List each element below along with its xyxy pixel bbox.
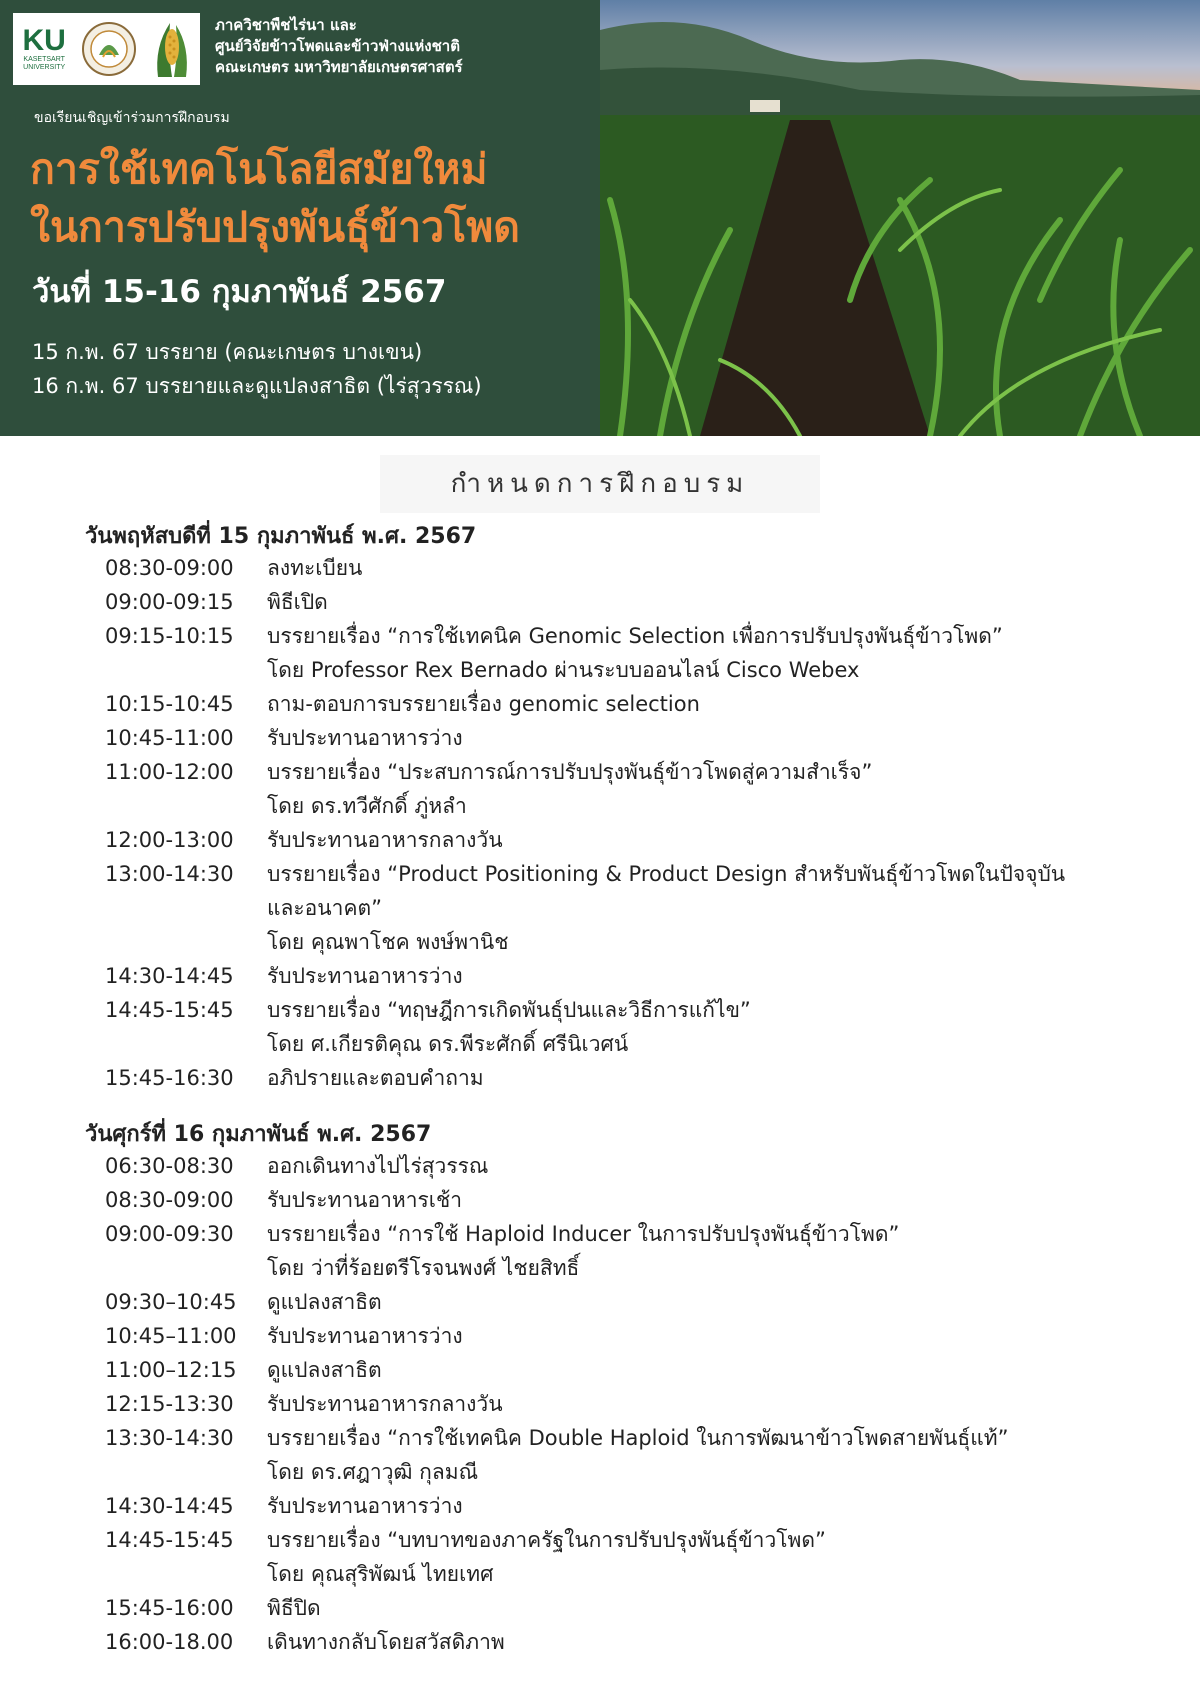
row-line: บรรยายเรื่อง “การใช้เทคนิค Double Haploid ในการพัฒนาข้าวโพดสายพันธุ์แท้”: [267, 1426, 1009, 1450]
row-line: บรรยายเรื่อง “การใช้เทคนิค Genomic Selection เพื่อการปรับปรุงพันธุ์ข้าวโพด”: [267, 624, 1003, 648]
row-time: 09:00-09:15: [105, 590, 234, 614]
row-line: พิธีเปิด: [267, 590, 328, 614]
ku-logo-mark: KU: [22, 24, 66, 57]
row-description: [267, 755, 1200, 823]
row-line: รับประทานอาหารว่าง: [267, 964, 463, 988]
row-line: อภิปรายและตอบคำถาม: [267, 1066, 484, 1090]
org-line-2: ศูนย์วิจัยข้าวโพดและข้าวฟ่างแห่งชาติ: [215, 37, 460, 55]
department-seal-icon: [81, 21, 137, 77]
row-line: ลงทะเบียน: [267, 556, 363, 580]
row-time: 10:45-11:00: [105, 726, 234, 750]
row-description: [267, 1353, 1200, 1387]
row-description: [267, 1421, 1200, 1489]
row-time: 14:45-15:45: [105, 998, 234, 1022]
row-time: 08:30-09:00: [105, 1188, 234, 1212]
row-time: 16:00-18.00: [105, 1630, 234, 1654]
row-description: [267, 619, 1200, 687]
org-line-3: คณะเกษตร มหาวิทยาลัยเกษตรศาสตร์: [215, 58, 463, 76]
row-description: [267, 1523, 1200, 1591]
row-time: 14:30-14:45: [105, 964, 234, 988]
title-line-1: การใช้เทคโนโลยีสมัยใหม่: [30, 145, 488, 193]
row-line: รับประทานอาหารว่าง: [267, 1324, 463, 1348]
org-line-1: ภาควิชาพืชไร่นา และ: [215, 16, 357, 34]
row-time: 13:30-14:30: [105, 1426, 234, 1450]
row-line: บรรยายเรื่อง “บทบาทของภาครัฐในการปรับปรุงพันธุ์ข้าวโพด”: [267, 1528, 826, 1552]
row-description: [267, 687, 1200, 721]
row-line: รับประทานอาหารกลางวัน: [267, 828, 503, 852]
row-description: [267, 551, 1200, 585]
row-line: ออกเดินทางไปไร่สุวรรณ: [267, 1154, 489, 1178]
row-time: 09:15-10:15: [105, 624, 234, 648]
row-description: [267, 1591, 1200, 1625]
row-line: โดย ดร.ศฎาวุฒิ กุลมณี: [267, 1460, 479, 1484]
day2-heading: วันศุกร์ที่ 16 กุมภาพันธ์ พ.ศ. 2567: [85, 1122, 432, 1147]
row-time: 13:00-14:30: [105, 862, 234, 886]
row-description: [267, 1149, 1200, 1183]
row-time: 14:45-15:45: [105, 1528, 234, 1552]
row-time: 11:00-12:00: [105, 760, 234, 784]
header-banner: [0, 0, 1200, 436]
ku-logo: [19, 19, 69, 79]
row-description: [267, 721, 1200, 755]
row-time: 15:45-16:30: [105, 1066, 234, 1090]
row-line: รับประทานอาหารกลางวัน: [267, 1392, 503, 1416]
invitation-text: ขอเรียนเชิญเข้าร่วมการฝึกอบรม: [34, 110, 230, 126]
row-time: 10:15-10:45: [105, 692, 234, 716]
row-description: [267, 959, 1200, 993]
cornfield-photo: [600, 0, 1200, 436]
row-description: [267, 1489, 1200, 1523]
row-time: 15:45-16:00: [105, 1596, 234, 1620]
row-time: 06:30-08:30: [105, 1154, 234, 1178]
row-description: [267, 857, 1200, 959]
row-description: [267, 1387, 1200, 1421]
banner-text-panel: [0, 0, 600, 436]
day1-heading: วันพฤหัสบดีที่ 15 กุมภาพันธ์ พ.ศ. 2567: [85, 524, 477, 549]
row-description: [267, 1285, 1200, 1319]
training-date: วันที่ 15-16 กุมภาพันธ์ 2567: [32, 274, 447, 310]
row-time: 09:00-09:30: [105, 1222, 234, 1246]
corn-center-logo-icon: [150, 17, 194, 81]
row-line: บรรยายเรื่อง “การใช้ Haploid Inducer ในการปรับปรุงพันธุ์ข้าวโพด”: [267, 1222, 900, 1246]
row-description: [267, 1183, 1200, 1217]
row-line: และอนาคต”: [267, 896, 383, 920]
row-description: [267, 1061, 1200, 1095]
row-description: [267, 1319, 1200, 1353]
title-line-2: ในการปรับปรุงพันธุ์ข้าวโพด: [30, 203, 520, 251]
row-time: 14:30-14:45: [105, 1494, 234, 1518]
row-description: [267, 823, 1200, 857]
row-description: [267, 585, 1200, 619]
training-title: [30, 140, 595, 256]
row-line: โดย คุณสุริพัฒน์ ไทยเทศ: [267, 1562, 494, 1586]
row-time: 09:30–10:45: [105, 1290, 237, 1314]
row-line: โดย ว่าที่ร้อยตรีโรจนพงศ์ ไชยสิทธิ์: [267, 1256, 580, 1280]
schedule-title: กำหนดการฝึกอบรม: [380, 455, 820, 513]
row-line: โดย คุณพาโชค พงษ์พานิช: [267, 930, 509, 954]
row-time: 12:15-13:30: [105, 1392, 234, 1416]
row-line: พิธีปิด: [267, 1596, 321, 1620]
row-line: บรรยายเรื่อง “ทฤษฎีการเกิดพันธุ์ปนและวิธีการแก้ไข”: [267, 998, 751, 1022]
row-description: [267, 993, 1200, 1061]
row-line: โดย ดร.ทวีศักดิ์ ภู่หลำ: [267, 794, 467, 818]
row-time: 10:45–11:00: [105, 1324, 237, 1348]
row-line: ดูแปลงสาธิต: [267, 1290, 382, 1314]
row-line: บรรยายเรื่อง “Product Positioning & Product Design สำหรับพันธุ์ข้าวโพดในปัจจุบัน: [267, 862, 1066, 886]
row-line: เดินทางกลับโดยสวัสดิภาพ: [267, 1630, 505, 1654]
row-time: 11:00–12:15: [105, 1358, 237, 1382]
row-line: โดย ศ.เกียรติคุณ ดร.พีระศักดิ์ ศรีนิเวศน์: [267, 1032, 629, 1056]
row-line: ถาม-ตอบการบรรยายเรื่อง genomic selection: [267, 692, 700, 716]
row-line: รับประทานอาหารเช้า: [267, 1188, 463, 1212]
logo-strip: [13, 13, 200, 85]
row-time: 12:00-13:00: [105, 828, 234, 852]
day2-summary: 16 ก.พ. 67 บรรยายและดูแปลงสาธิต (ไร่สุวรรณ): [32, 374, 482, 398]
organization-names: [215, 15, 595, 78]
row-line: รับประทานอาหารว่าง: [267, 726, 463, 750]
row-description: [267, 1217, 1200, 1285]
row-time: 08:30-09:00: [105, 556, 234, 580]
row-line: รับประทานอาหารว่าง: [267, 1494, 463, 1518]
day1-summary: 15 ก.พ. 67 บรรยาย (คณะเกษตร บางเขน): [32, 340, 423, 364]
row-line: บรรยายเรื่อง “ประสบการณ์การปรับปรุงพันธุ์ข้าวโพดสู่ความสำเร็จ”: [267, 760, 873, 784]
row-line: ดูแปลงสาธิต: [267, 1358, 382, 1382]
row-description: [267, 1625, 1200, 1659]
row-line: โดย Professor Rex Bernado ผ่านระบบออนไลน์ Cisco Webex: [267, 658, 860, 682]
ku-logo-subtitle: KASETSART UNIVERSITY: [23, 56, 66, 71]
